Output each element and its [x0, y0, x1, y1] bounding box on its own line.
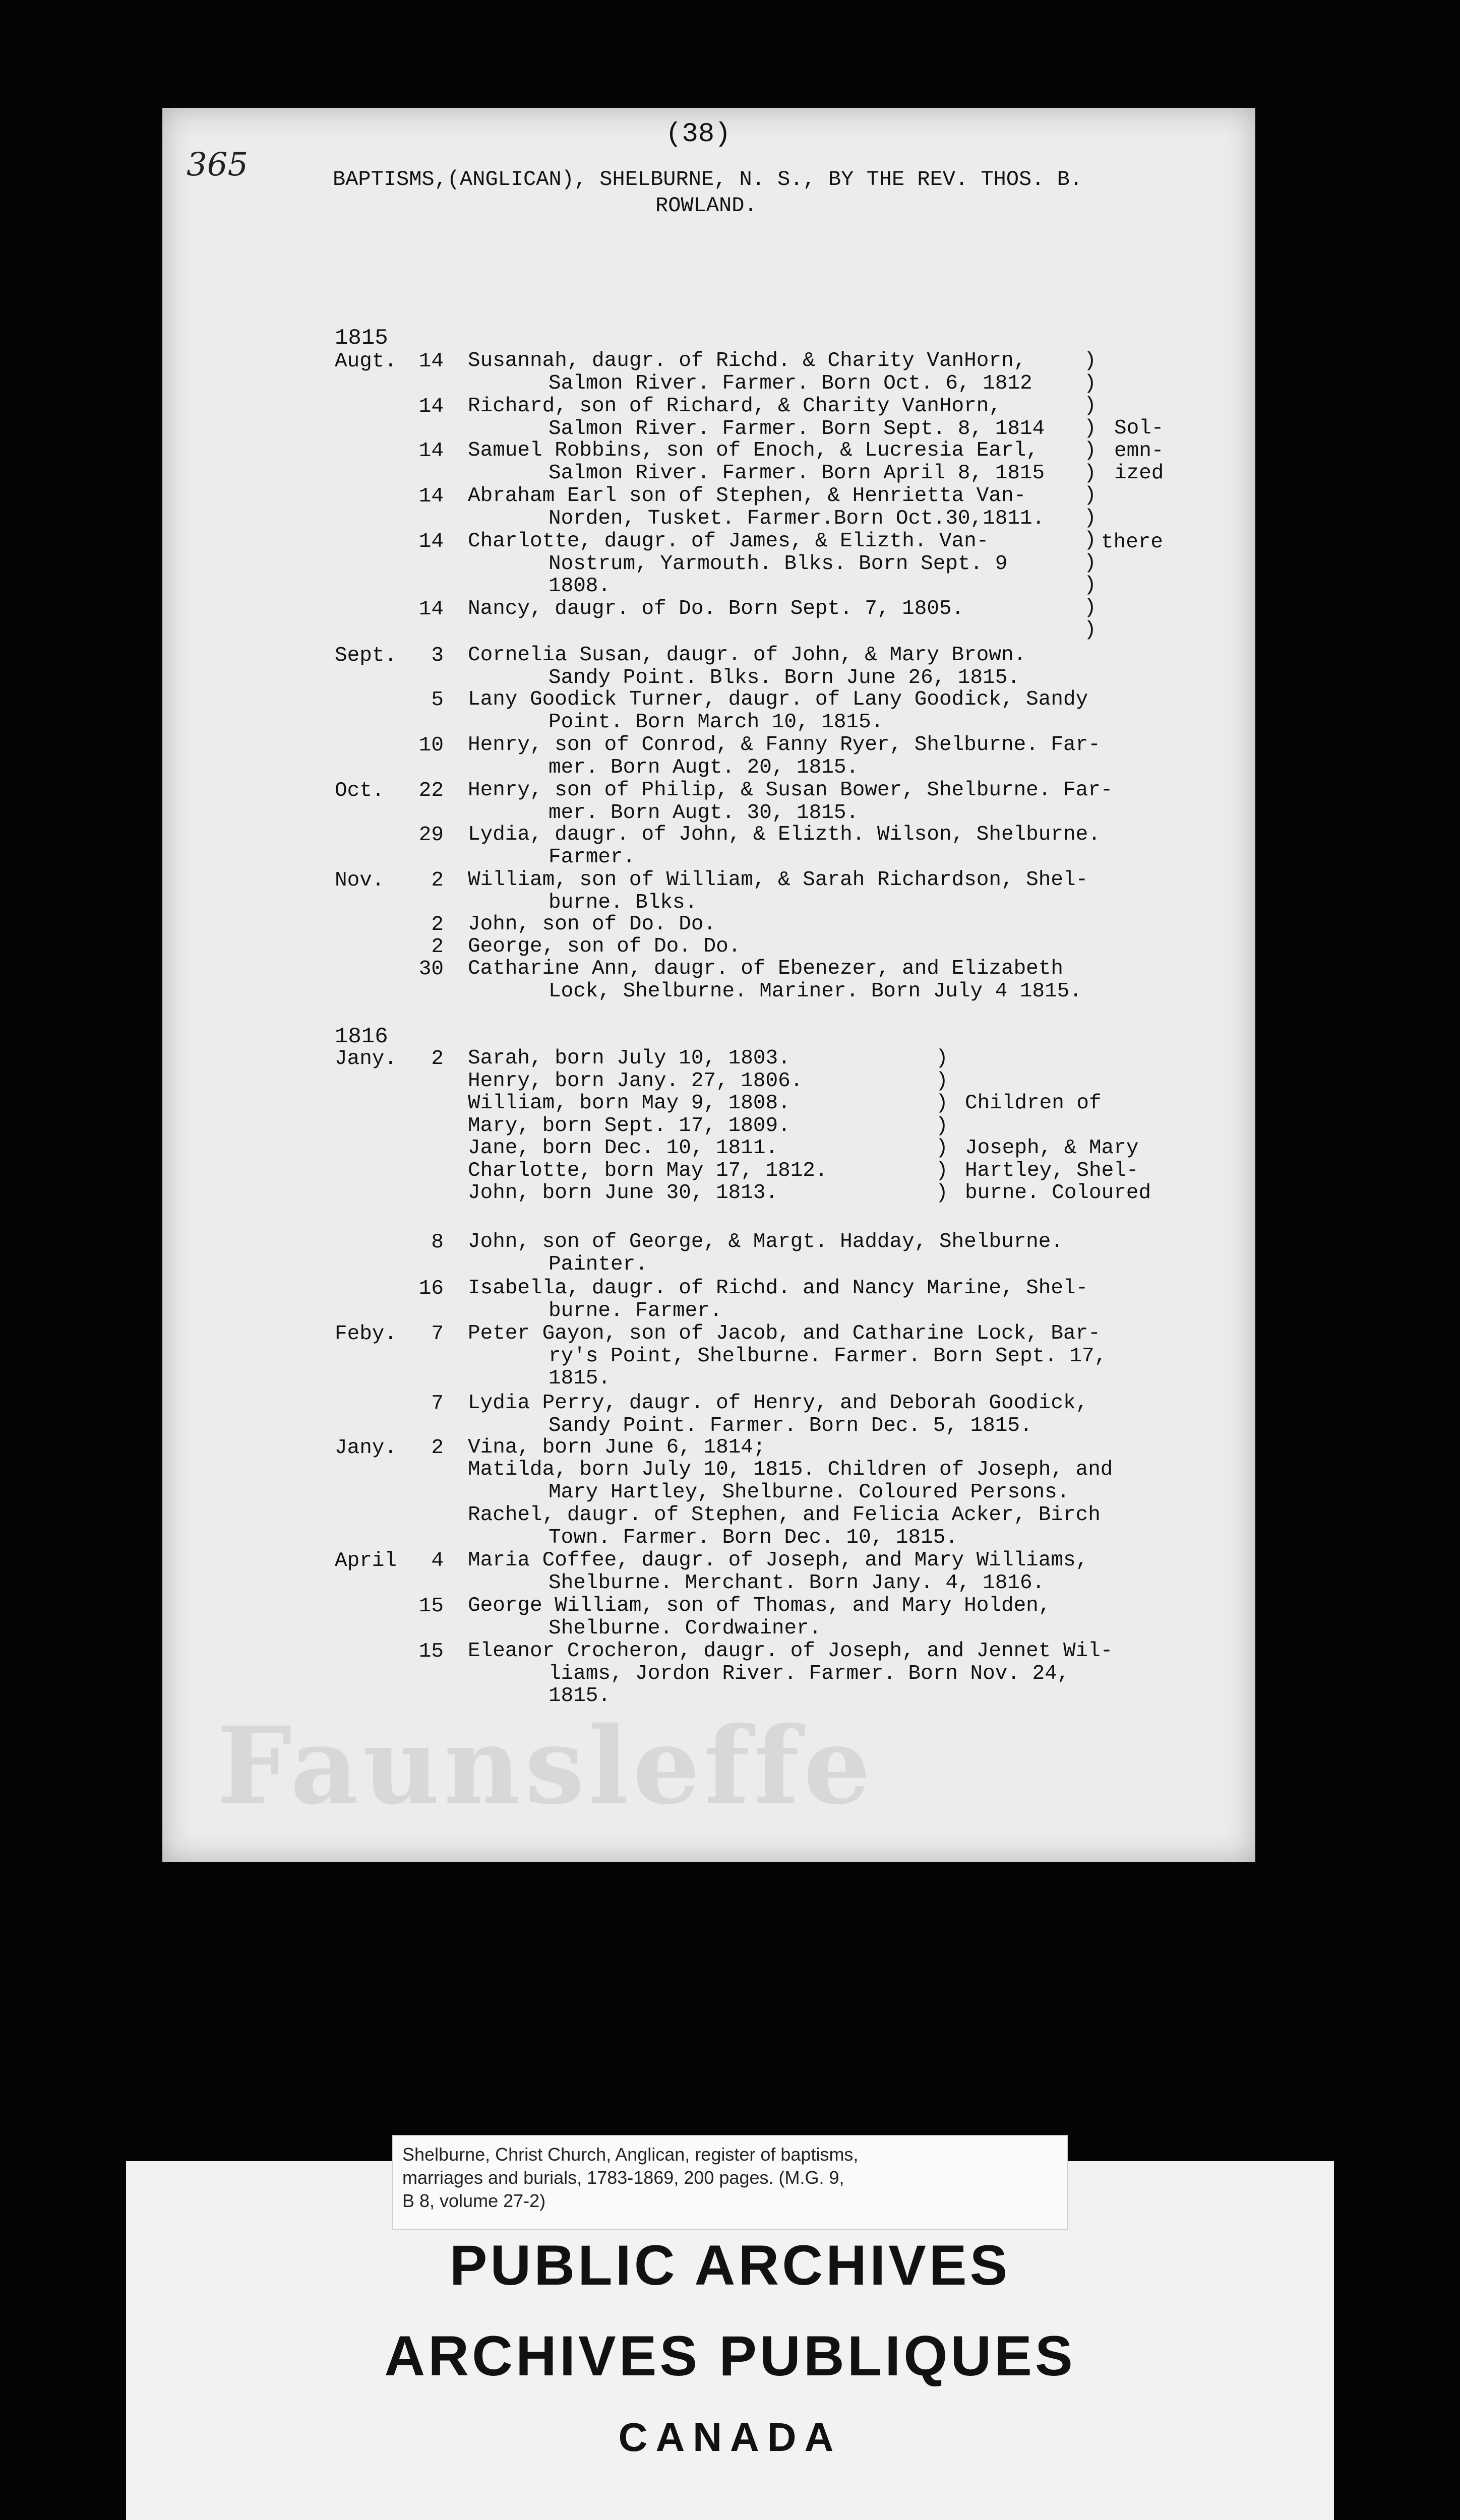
entry-line: 1815.: [549, 1684, 611, 1708]
margin-note: 365: [187, 146, 249, 183]
side-note-children-of: [965, 1092, 1151, 1205]
entry-day: 7: [431, 1392, 444, 1415]
entry-line: John, son of George, & Margt. Hadday, Shelburne.: [468, 1230, 1063, 1253]
entry-line: 1808.: [549, 575, 611, 598]
faded-stamp: Faunsleffe: [217, 1704, 875, 1828]
entry-line: Catharine Ann, daugr. of Ebenezer, and Elizabeth: [468, 957, 1063, 980]
header-line-1: BAPTISMS,(ANGLICAN), SHELBURNE, N. S., BY THE REV. THOS. B.: [333, 167, 1083, 192]
entry-text: [468, 869, 1184, 914]
entry-text: [468, 485, 1184, 530]
entry-line: Peter Gayon, son of Jacob, and Catharine Lock, Bar-: [468, 1322, 1101, 1345]
entry-text: [468, 1595, 1184, 1640]
entry-day: 8: [431, 1231, 444, 1254]
entry-line: 1815.: [549, 1367, 611, 1390]
entry-text: [468, 644, 1184, 689]
entry-line: Rachel, daugr. of Stephen, and Felicia Acker, Birch: [468, 1503, 1101, 1527]
side-note-solemnized: [1114, 417, 1164, 485]
entry-text: [468, 395, 1184, 440]
entry-text: [468, 734, 1184, 779]
entry-line: Mary Hartley, Shelburne. Coloured Persons.: [549, 1480, 1070, 1504]
entry-line: Richard, son of Richard, & Charity VanHorn,: [468, 395, 1001, 418]
year-heading-1816: 1816: [335, 1024, 388, 1049]
entry-line: burne. Farmer.: [549, 1299, 722, 1322]
child-entry: Charlotte, born May 17, 1812.: [468, 1159, 828, 1182]
side-note-2-line-2: Joseph, & Mary: [965, 1137, 1139, 1160]
entry-day: 15: [418, 1595, 444, 1618]
entry-text: [468, 1322, 1184, 1390]
entry-text: [468, 1504, 1184, 1549]
entry-month: Feby.: [335, 1322, 397, 1346]
bracket-group-2: ) ) ) ) ) ) ): [936, 1047, 948, 1205]
entry-line: Matilda, born July 10, 1815. Children of Joseph, and: [468, 1458, 1113, 1481]
entry-text: [468, 1231, 1184, 1276]
entry-day: 22: [418, 779, 444, 802]
entry-line: Farmer.: [549, 845, 636, 869]
entry-line: ry's Point, Shelburne. Farmer. Born Sept. 17,: [549, 1344, 1107, 1368]
entry-day: 2: [431, 935, 444, 959]
archive-title-en: PUBLIC ARCHIVES: [449, 2234, 1011, 2297]
page-number: (38): [665, 119, 731, 150]
entry-text: [468, 913, 1184, 936]
entry-month: Augt.: [335, 350, 397, 373]
child-entry: William, born May 9, 1808.: [468, 1092, 790, 1115]
entry-line: Salmon River. Farmer. Born Sept. 8, 1814: [549, 417, 1045, 440]
entry-line: Nostrum, Yarmouth. Blks. Born Sept. 9: [549, 552, 1008, 576]
entry-line: George William, son of Thomas, and Mary Holden,: [468, 1594, 1051, 1617]
entry-line: burne. Blks.: [549, 891, 698, 914]
entry-line: Lock, Shelburne. Mariner. Born July 4 1815.: [549, 979, 1082, 1003]
entry-text: [468, 1640, 1184, 1708]
entry-line: Maria Coffee, daugr. of Joseph, and Mary Williams,: [468, 1549, 1088, 1572]
entry-day: 14: [418, 350, 444, 373]
entry-line: Norden, Tusket. Farmer.Born Oct.30,1811.: [549, 507, 1045, 530]
entry-text: [468, 439, 1184, 484]
entry-line: Cornelia Susan, daugr. of John, & Mary Brown.: [468, 644, 1026, 667]
entry-line: Painter.: [549, 1252, 648, 1276]
entry-line: mer. Born Augt. 20, 1815.: [549, 755, 859, 779]
entry-line: Lany Goodick Turner, daugr. of Lany Goodick, Sandy: [468, 688, 1088, 711]
entry-day: 14: [418, 439, 444, 463]
label-line-2: marriages and burials, 1783-1869, 200 pages. (M.G. 9,: [402, 2167, 844, 2188]
entry-line: William, son of William, & Sarah Richardson, Shel-: [468, 868, 1088, 892]
entry-day: 2: [431, 913, 444, 936]
entry-day: 14: [418, 530, 444, 553]
bracket-group-1: ) ) ) ) ) ) ) ) ) ) ) ) ): [1084, 349, 1097, 642]
entry-line: Samuel Robbins, son of Enoch, & Lucresia Earl,: [468, 439, 1039, 462]
side-note-2-line-4: burne. Coloured: [965, 1181, 1151, 1205]
child-entry: Mary, born Sept. 17, 1809.: [468, 1114, 790, 1138]
entry-line: Shelburne. Merchant. Born Jany. 4, 1816.: [549, 1571, 1045, 1595]
entry-text: [468, 958, 1184, 1002]
label-line-3: B 8, volume 27-2): [402, 2190, 546, 2211]
entry-day: 2: [431, 869, 444, 892]
header-line-2: ROWLAND.: [655, 194, 757, 218]
entry-line: Nancy, daugr. of Do. Born Sept. 7, 1805.: [468, 597, 964, 620]
side-note-there: there: [1101, 531, 1164, 554]
entry-line: liams, Jordon River. Farmer. Born Nov. 24,: [549, 1662, 1070, 1685]
entry-day: 7: [431, 1322, 444, 1346]
child-entry: Sarah, born July 10, 1803.: [468, 1047, 790, 1070]
entry-line: mer. Born Augt. 30, 1815.: [549, 801, 859, 825]
label-line-1: Shelburne, Christ Church, Anglican, register of baptisms,: [402, 2144, 859, 2165]
entry-line: Salmon River. Farmer. Born April 8, 1815: [549, 461, 1045, 485]
entry-line: Henry, son of Conrod, & Fanny Ryer, Shelburne. Far-: [468, 733, 1101, 757]
entry-line: Charlotte, daugr. of James, & Elizth. Van-: [468, 530, 989, 553]
entry-line: Henry, son of Philip, & Susan Bower, Shelburne. Far-: [468, 779, 1113, 802]
entry-text: [468, 530, 1184, 598]
entry-month: April: [335, 1549, 397, 1572]
entry-text: [468, 598, 1184, 620]
entry-day: 5: [431, 688, 444, 712]
archive-country: CANADA: [618, 2415, 842, 2460]
entry-month: Jany.: [335, 1436, 397, 1460]
entry-line: Abraham Earl son of Stephen, & Henrietta Van-: [468, 484, 1026, 508]
entry-month: Sept.: [335, 644, 397, 667]
entry-day: 4: [431, 1549, 444, 1572]
entry-line: Lydia, daugr. of John, & Elizth. Wilson, Shelburne.: [468, 823, 1101, 846]
entry-text: [468, 1549, 1184, 1594]
entry-day: 14: [418, 395, 444, 418]
entry-line: Point. Born March 10, 1815.: [549, 710, 884, 734]
child-entry: John, born June 30, 1813.: [468, 1181, 778, 1205]
entry-text: [468, 1277, 1184, 1322]
entry-line: Susannah, daugr. of Richd. & Charity VanHorn,: [468, 349, 1026, 372]
catalogue-label: [392, 2135, 1068, 2230]
entry-month: Jany.: [335, 1047, 397, 1070]
entry-day: 10: [418, 734, 444, 757]
side-note-2-line-3: Hartley, Shel-: [965, 1159, 1139, 1182]
entry-day: 14: [418, 598, 444, 621]
entry-line: Shelburne. Cordwainer.: [549, 1616, 822, 1640]
entry-text: [468, 1459, 1184, 1503]
entry-day: 2: [431, 1047, 444, 1070]
entry-day: 30: [418, 958, 444, 981]
entry-day: 15: [418, 1640, 444, 1663]
year-heading-1815: 1815: [335, 326, 388, 351]
entry-line: John, son of Do. Do.: [468, 913, 716, 936]
side-note-1-line-2: emn-: [1114, 439, 1164, 463]
archive-title-fr: ARCHIVES PUBLIQUES: [384, 2324, 1076, 2387]
entry-day: 16: [418, 1277, 444, 1300]
page-header: [333, 166, 1190, 219]
entry-line: Sandy Point. Blks. Born June 26, 1815.: [549, 666, 1020, 689]
entry-text: [468, 779, 1184, 824]
entry-month: Nov.: [335, 869, 385, 892]
entry-text: [468, 1392, 1184, 1437]
entry-day: 29: [418, 824, 444, 847]
entry-day: 3: [431, 644, 444, 667]
entry-day: 2: [431, 1436, 444, 1460]
entry-line: Eleanor Crocheron, daugr. of Joseph, and Jennet Wil-: [468, 1640, 1113, 1663]
entry-text: [468, 350, 1184, 395]
entry-text: [468, 1436, 1184, 1459]
side-note-1-line-3: ized: [1114, 462, 1164, 485]
entry-month: Oct.: [335, 779, 385, 802]
entry-line: Town. Farmer. Born Dec. 10, 1815.: [549, 1526, 958, 1549]
side-note-2-line-1: Children of: [965, 1092, 1102, 1115]
entry-line: Salmon River. Farmer. Born Oct. 6, 1812: [549, 371, 1032, 395]
entry-line: George, son of Do. Do.: [468, 935, 741, 958]
entry-line: Vina, born June 6, 1814;: [468, 1436, 766, 1459]
child-entry: Henry, born Jany. 27, 1806.: [468, 1069, 803, 1093]
entry-line: Isabella, daugr. of Richd. and Nancy Marine, Shel-: [468, 1277, 1088, 1300]
entry-text: [468, 688, 1184, 733]
child-entry: Jane, born Dec. 10, 1811.: [468, 1137, 778, 1160]
entry-text: [468, 824, 1184, 868]
entry-line: Sandy Point. Farmer. Born Dec. 5, 1815.: [549, 1414, 1032, 1437]
entry-day: 14: [418, 485, 444, 508]
entry-line: Lydia Perry, daugr. of Henry, and Deborah Goodick,: [468, 1392, 1088, 1415]
entry-text: [468, 935, 1184, 958]
side-note-1-line-1: Sol-: [1114, 417, 1164, 440]
